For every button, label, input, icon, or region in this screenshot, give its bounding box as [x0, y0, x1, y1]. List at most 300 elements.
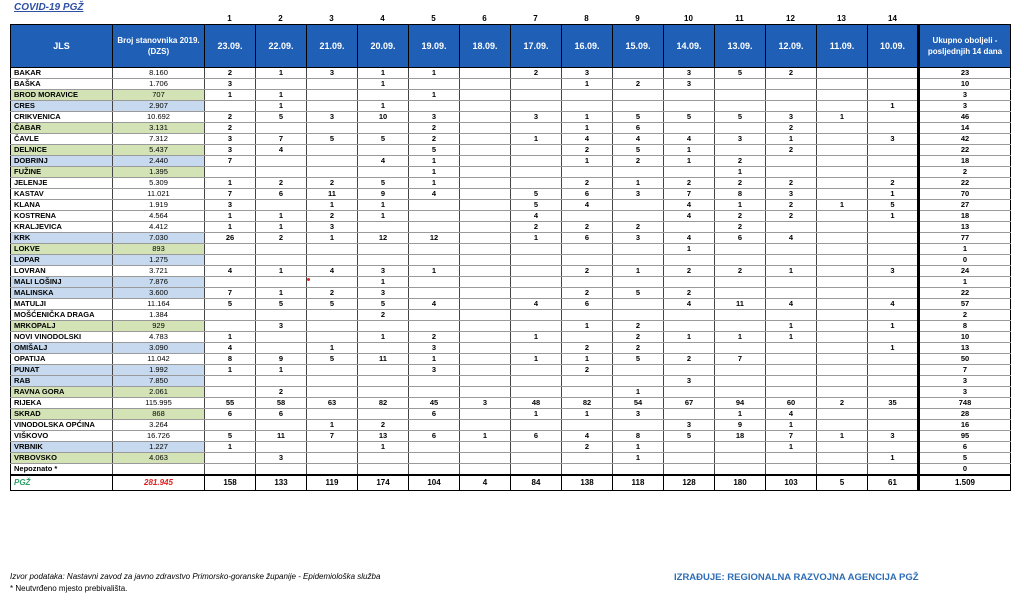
population-value: 8.160 [113, 68, 205, 79]
daily-cases-cell [868, 387, 919, 398]
daily-cases-cell [358, 464, 409, 476]
daily-cases-cell: 2 [307, 178, 358, 189]
daily-cases-cell: 6 [256, 189, 307, 200]
daily-cases-cell [460, 145, 511, 156]
daily-cases-cell: 4 [664, 134, 715, 145]
daily-cases-cell [766, 387, 817, 398]
daily-cases-cell: 2 [766, 178, 817, 189]
daily-cases-cell: 3 [613, 189, 664, 200]
municipality-name: OMIŠALJ [11, 343, 113, 354]
daily-cases-cell: 1 [358, 200, 409, 211]
daily-cases-cell: 6 [511, 431, 562, 442]
daily-cases-cell [460, 266, 511, 277]
daily-cases-cell [817, 266, 868, 277]
daily-cases-cell [511, 464, 562, 476]
table-row [11, 101, 1011, 112]
daily-cases-cell: 2 [256, 387, 307, 398]
daily-cases-cell [562, 453, 613, 464]
daily-cases-cell [460, 442, 511, 453]
daily-cases-cell: 4 [562, 431, 613, 442]
daily-cases-cell: 3 [205, 145, 256, 156]
table-row [11, 420, 1011, 431]
daily-cases-cell [460, 233, 511, 244]
daily-cases-cell [715, 123, 766, 134]
daily-cases-cell [613, 167, 664, 178]
daily-cases-cell: 2 [613, 321, 664, 332]
daily-cases-cell [613, 200, 664, 211]
daily-cases-cell [511, 156, 562, 167]
daily-cases-cell: 4 [664, 233, 715, 244]
municipality-name: KRK [11, 233, 113, 244]
daily-cases-cell [358, 453, 409, 464]
daily-cases-cell [307, 277, 358, 288]
daily-cases-cell [256, 167, 307, 178]
daily-cases-cell [868, 332, 919, 343]
daily-cases-cell [715, 365, 766, 376]
daily-cases-cell [511, 387, 562, 398]
total-cases-cell: 16 [919, 420, 1011, 431]
day-index: 7 [533, 14, 538, 23]
municipality-name: VIŠKOVO [11, 431, 113, 442]
municipality-name: KRALJEVICA [11, 222, 113, 233]
municipality-name: MATULJI [11, 299, 113, 310]
daily-cases-cell [307, 442, 358, 453]
daily-cases-cell [766, 376, 817, 387]
total-cases-cell: 18 [919, 156, 1011, 167]
covid-cases-table [10, 24, 1011, 491]
daily-cases-cell: 11 [358, 354, 409, 365]
daily-cases-cell [868, 90, 919, 101]
table-row [11, 376, 1011, 387]
daily-cases-cell [664, 167, 715, 178]
daily-cases-cell [715, 464, 766, 476]
daily-cases-cell: 6 [562, 189, 613, 200]
daily-cases-cell [817, 387, 868, 398]
table-row [11, 453, 1011, 464]
daily-cases-cell: 2 [562, 365, 613, 376]
day-index: 8 [584, 14, 589, 23]
daily-cases-cell: 4 [766, 233, 817, 244]
daily-cases-cell [613, 464, 664, 476]
daily-cases-cell [358, 321, 409, 332]
daily-cases-cell [307, 167, 358, 178]
total-cases-cell: 3 [919, 90, 1011, 101]
daily-cases-cell [868, 167, 919, 178]
total-cases-cell: 10 [919, 332, 1011, 343]
daily-cases-cell [358, 167, 409, 178]
daily-cases-cell: 1 [409, 266, 460, 277]
daily-cases-cell: 82 [358, 398, 409, 409]
daily-cases-cell [715, 79, 766, 90]
municipality-name: BROD MORAVICE [11, 90, 113, 101]
daily-cases-cell [766, 156, 817, 167]
daily-cases-cell: 60 [766, 398, 817, 409]
header-date: 11.09. [817, 25, 868, 68]
daily-cases-cell [460, 112, 511, 123]
daily-cases-cell: 2 [307, 211, 358, 222]
daily-cases-cell [358, 244, 409, 255]
daily-cases-cell [307, 321, 358, 332]
daily-cases-cell: 1 [766, 332, 817, 343]
footer-population-total: 281.945 [113, 475, 205, 491]
daily-cases-cell: 3 [562, 68, 613, 79]
daily-cases-cell [307, 387, 358, 398]
daily-cases-cell: 2 [664, 266, 715, 277]
header-date: 10.09. [868, 25, 919, 68]
daily-cases-cell [766, 101, 817, 112]
municipality-name: RAB [11, 376, 113, 387]
daily-cases-cell [205, 255, 256, 266]
daily-cases-cell: 3 [664, 68, 715, 79]
daily-cases-cell: 2 [613, 156, 664, 167]
daily-cases-cell [460, 277, 511, 288]
daily-cases-cell [358, 365, 409, 376]
daily-cases-cell: 3 [664, 376, 715, 387]
daily-cases-cell: 1 [256, 222, 307, 233]
daily-sum-cell: 180 [715, 475, 766, 491]
daily-sum-cell: 118 [613, 475, 664, 491]
daily-cases-cell [460, 365, 511, 376]
daily-cases-cell [715, 255, 766, 266]
daily-cases-cell [817, 222, 868, 233]
municipality-name: PUNAT [11, 365, 113, 376]
daily-cases-cell [460, 387, 511, 398]
daily-cases-cell: 3 [307, 68, 358, 79]
municipality-name: KASTAV [11, 189, 113, 200]
daily-cases-cell: 2 [205, 68, 256, 79]
daily-cases-cell: 1 [307, 200, 358, 211]
daily-cases-cell: 4 [664, 211, 715, 222]
municipality-name: MRKOPALJ [11, 321, 113, 332]
daily-cases-cell: 1 [766, 134, 817, 145]
total-cases-cell: 22 [919, 178, 1011, 189]
daily-cases-cell [205, 321, 256, 332]
daily-cases-cell [715, 343, 766, 354]
daily-cases-cell: 1 [358, 442, 409, 453]
daily-cases-cell [511, 310, 562, 321]
daily-cases-cell [562, 464, 613, 476]
daily-cases-cell: 1 [613, 442, 664, 453]
daily-cases-cell: 2 [766, 211, 817, 222]
daily-cases-cell: 2 [409, 123, 460, 134]
daily-cases-cell [511, 266, 562, 277]
daily-cases-cell [868, 156, 919, 167]
daily-cases-cell: 5 [256, 112, 307, 123]
total-cases-cell: 2 [919, 310, 1011, 321]
daily-cases-cell [817, 299, 868, 310]
daily-cases-cell [817, 68, 868, 79]
daily-cases-cell: 1 [664, 145, 715, 156]
daily-cases-cell: 3 [307, 222, 358, 233]
daily-cases-cell [715, 145, 766, 156]
daily-cases-cell: 5 [664, 112, 715, 123]
daily-cases-cell [766, 343, 817, 354]
population-value: 929 [113, 321, 205, 332]
daily-cases-cell [562, 244, 613, 255]
table-row [11, 409, 1011, 420]
total-cases-cell: 3 [919, 376, 1011, 387]
daily-cases-cell [409, 453, 460, 464]
daily-cases-cell [817, 365, 868, 376]
daily-cases-cell: 11 [307, 189, 358, 200]
daily-cases-cell: 1 [205, 211, 256, 222]
municipality-name: JELENJE [11, 178, 113, 189]
daily-cases-cell [460, 299, 511, 310]
daily-sum-cell: 128 [664, 475, 715, 491]
day-index: 9 [635, 14, 640, 23]
total-cases-cell: 22 [919, 145, 1011, 156]
daily-cases-cell [460, 244, 511, 255]
daily-cases-cell [817, 442, 868, 453]
daily-cases-cell: 1 [817, 431, 868, 442]
daily-cases-cell [766, 277, 817, 288]
daily-cases-cell [766, 365, 817, 376]
daily-cases-cell [460, 200, 511, 211]
daily-cases-cell [664, 387, 715, 398]
daily-sum-cell: 174 [358, 475, 409, 491]
daily-cases-cell [715, 453, 766, 464]
daily-cases-cell [817, 123, 868, 134]
daily-cases-cell: 1 [409, 354, 460, 365]
daily-cases-cell: 2 [409, 332, 460, 343]
daily-cases-cell [409, 211, 460, 222]
daily-cases-cell [817, 167, 868, 178]
daily-cases-cell [817, 101, 868, 112]
daily-cases-cell: 1 [868, 101, 919, 112]
daily-cases-cell [409, 222, 460, 233]
municipality-name: DELNICE [11, 145, 113, 156]
daily-cases-cell: 1 [766, 266, 817, 277]
daily-cases-cell [613, 90, 664, 101]
daily-cases-cell [511, 343, 562, 354]
daily-cases-cell: 7 [205, 156, 256, 167]
daily-cases-cell [715, 376, 766, 387]
daily-cases-cell [766, 288, 817, 299]
daily-cases-cell [511, 442, 562, 453]
municipality-name: RAVNA GORA [11, 387, 113, 398]
daily-cases-cell [817, 310, 868, 321]
daily-cases-cell [307, 123, 358, 134]
total-cases-cell: 95 [919, 431, 1011, 442]
daily-cases-cell [511, 321, 562, 332]
daily-cases-cell [205, 464, 256, 476]
population-value: 4.412 [113, 222, 205, 233]
daily-cases-cell [613, 101, 664, 112]
daily-cases-cell [562, 101, 613, 112]
daily-cases-cell [307, 365, 358, 376]
daily-cases-cell [562, 90, 613, 101]
daily-cases-cell: 6 [205, 409, 256, 420]
daily-cases-cell: 4 [868, 299, 919, 310]
population-value: 16.726 [113, 431, 205, 442]
daily-cases-cell [817, 79, 868, 90]
total-cases-cell: 5 [919, 453, 1011, 464]
daily-cases-cell: 45 [409, 398, 460, 409]
table-row [11, 112, 1011, 123]
daily-cases-cell: 2 [205, 112, 256, 123]
daily-cases-cell: 6 [256, 409, 307, 420]
daily-cases-cell [409, 244, 460, 255]
daily-cases-cell: 4 [205, 343, 256, 354]
daily-cases-cell: 5 [511, 189, 562, 200]
daily-cases-cell [460, 332, 511, 343]
daily-cases-cell: 1 [307, 233, 358, 244]
daily-cases-cell [613, 376, 664, 387]
municipality-name: VINODOLSKA OPĆINA [11, 420, 113, 431]
municipality-name: Nepoznato * [11, 464, 113, 476]
daily-cases-cell: 7 [256, 134, 307, 145]
daily-cases-cell [868, 145, 919, 156]
daily-cases-cell [664, 310, 715, 321]
daily-cases-cell: 1 [205, 178, 256, 189]
daily-cases-cell: 1 [562, 354, 613, 365]
daily-cases-cell [409, 288, 460, 299]
population-value: 707 [113, 90, 205, 101]
daily-cases-cell: 1 [358, 68, 409, 79]
daily-cases-cell [460, 310, 511, 321]
daily-cases-cell: 5 [358, 299, 409, 310]
daily-cases-cell [766, 464, 817, 476]
daily-cases-cell [256, 79, 307, 90]
daily-cases-cell [256, 464, 307, 476]
daily-cases-cell: 4 [766, 409, 817, 420]
daily-cases-cell [460, 134, 511, 145]
daily-cases-cell: 26 [205, 233, 256, 244]
total-cases-cell: 27 [919, 200, 1011, 211]
daily-cases-cell [817, 321, 868, 332]
municipality-name: MALI LOŠINJ [11, 277, 113, 288]
daily-cases-cell [409, 101, 460, 112]
daily-cases-cell: 4 [409, 299, 460, 310]
daily-cases-cell: 1 [256, 266, 307, 277]
daily-cases-cell [868, 365, 919, 376]
daily-cases-cell: 55 [205, 398, 256, 409]
daily-cases-cell [256, 244, 307, 255]
daily-cases-cell: 2 [715, 222, 766, 233]
daily-cases-cell [460, 101, 511, 112]
daily-cases-cell: 1 [613, 387, 664, 398]
daily-cases-cell: 1 [409, 90, 460, 101]
daily-cases-cell [613, 310, 664, 321]
daily-cases-cell: 7 [664, 189, 715, 200]
daily-cases-cell: 2 [562, 178, 613, 189]
daily-cases-cell [205, 310, 256, 321]
population-value: 2.061 [113, 387, 205, 398]
table-row [11, 178, 1011, 189]
daily-cases-cell [766, 244, 817, 255]
daily-cases-cell: 1 [562, 321, 613, 332]
daily-cases-cell [205, 244, 256, 255]
daily-cases-cell [358, 145, 409, 156]
daily-cases-cell [511, 79, 562, 90]
daily-cases-cell: 4 [511, 211, 562, 222]
day-index: 11 [735, 14, 744, 23]
daily-cases-cell [868, 420, 919, 431]
daily-cases-cell [817, 409, 868, 420]
population-value: 1.227 [113, 442, 205, 453]
daily-cases-cell [307, 244, 358, 255]
daily-cases-cell [307, 255, 358, 266]
daily-cases-cell: 2 [409, 134, 460, 145]
daily-cases-cell: 35 [868, 398, 919, 409]
daily-cases-cell: 5 [868, 200, 919, 211]
daily-cases-cell: 2 [511, 68, 562, 79]
daily-cases-cell: 1 [256, 101, 307, 112]
daily-cases-cell [817, 134, 868, 145]
daily-cases-cell: 3 [715, 134, 766, 145]
daily-cases-cell: 4 [766, 299, 817, 310]
daily-cases-cell: 1 [562, 112, 613, 123]
population-value: 3.600 [113, 288, 205, 299]
daily-cases-cell [766, 310, 817, 321]
day-index-row [0, 14, 1024, 24]
daily-cases-cell [613, 255, 664, 266]
municipality-name: RIJEKA [11, 398, 113, 409]
total-cases-cell: 1 [919, 244, 1011, 255]
daily-cases-cell: 1 [409, 156, 460, 167]
daily-cases-cell [409, 464, 460, 476]
day-index: 14 [888, 14, 897, 23]
table-row [11, 200, 1011, 211]
header-date: 16.09. [562, 25, 613, 68]
daily-sum-cell: 138 [562, 475, 613, 491]
daily-cases-cell [817, 354, 868, 365]
daily-cases-cell: 3 [868, 431, 919, 442]
daily-cases-cell: 1 [766, 442, 817, 453]
total-cases-cell: 7 [919, 365, 1011, 376]
daily-cases-cell: 2 [817, 398, 868, 409]
daily-cases-cell [358, 409, 409, 420]
daily-cases-cell: 3 [205, 200, 256, 211]
daily-cases-cell: 3 [766, 112, 817, 123]
population-value: 1.919 [113, 200, 205, 211]
daily-cases-cell: 3 [358, 288, 409, 299]
municipality-name: BAKAR [11, 68, 113, 79]
daily-cases-cell [409, 420, 460, 431]
daily-cases-cell [307, 453, 358, 464]
daily-cases-cell: 1 [358, 211, 409, 222]
daily-cases-cell [307, 101, 358, 112]
daily-cases-cell: 7 [205, 189, 256, 200]
total-cases-cell: 8 [919, 321, 1011, 332]
daily-cases-cell: 1 [256, 365, 307, 376]
daily-cases-cell: 1 [562, 156, 613, 167]
daily-cases-cell: 6 [613, 123, 664, 134]
daily-cases-cell [817, 343, 868, 354]
daily-cases-cell [868, 442, 919, 453]
daily-cases-cell [409, 255, 460, 266]
daily-cases-cell: 5 [358, 134, 409, 145]
daily-cases-cell [868, 464, 919, 476]
daily-sum-cell: 104 [409, 475, 460, 491]
total-cases-cell: 24 [919, 266, 1011, 277]
daily-cases-cell: 8 [205, 354, 256, 365]
daily-cases-cell: 1 [817, 200, 868, 211]
daily-cases-cell [562, 420, 613, 431]
population-value: 7.876 [113, 277, 205, 288]
total-cases-cell: 23 [919, 68, 1011, 79]
daily-cases-cell: 1 [307, 420, 358, 431]
header-date: 17.09. [511, 25, 562, 68]
daily-cases-cell [460, 343, 511, 354]
daily-cases-cell [511, 123, 562, 134]
daily-cases-cell [460, 453, 511, 464]
daily-cases-cell [205, 101, 256, 112]
daily-cases-cell: 1 [205, 332, 256, 343]
daily-cases-cell: 4 [664, 200, 715, 211]
day-index: 2 [278, 14, 283, 23]
daily-cases-cell: 7 [715, 354, 766, 365]
